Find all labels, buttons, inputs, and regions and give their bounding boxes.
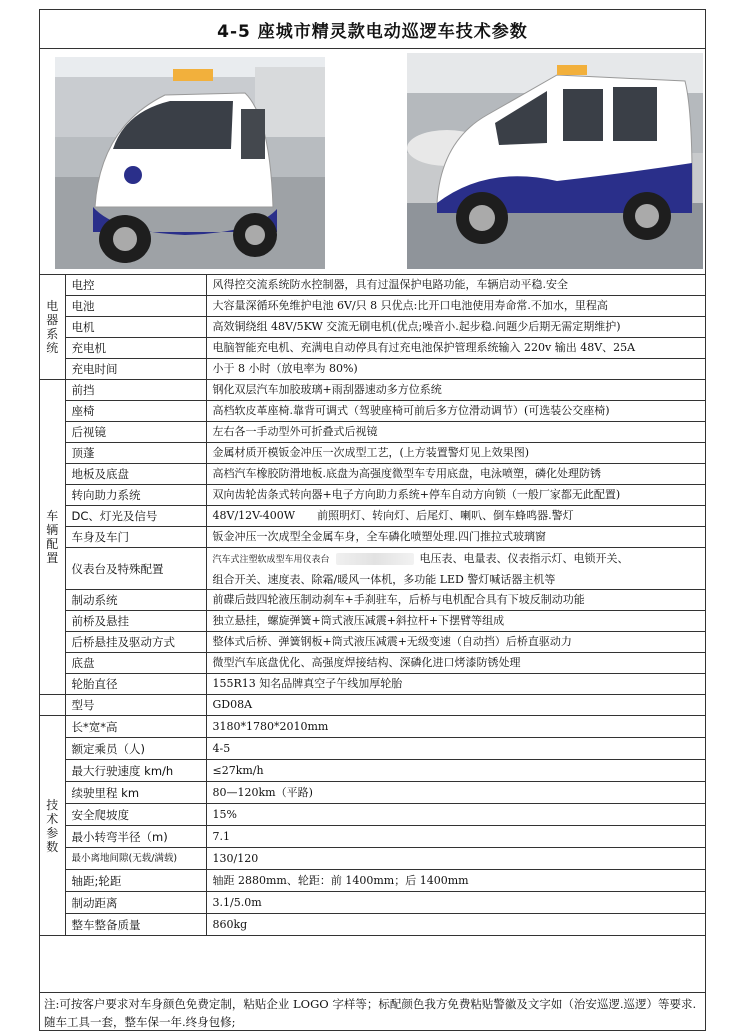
spec-label: 电池 <box>65 296 206 317</box>
spec-value: 7.1 <box>206 826 705 848</box>
spec-label: 仪表台及特殊配置 <box>65 548 206 590</box>
spec-label: 长*宽*高 <box>65 716 206 738</box>
group-label: 车辆配置 <box>40 380 65 695</box>
spec-sheet <box>39 9 706 1031</box>
spec-value: 钢化双层汽车加胶玻璃+雨刮器速动多方位系统 <box>206 380 705 401</box>
spec-value: 前碟后鼓四轮液压制动刹车+手刹驻车，后桥与电机配合具有下坡反制动功能 <box>206 590 705 611</box>
spec-value: 4-5 <box>206 738 705 760</box>
spec-row <box>40 443 705 464</box>
spec-label: 地板及底盘 <box>65 464 206 485</box>
spec-value: 独立悬挂，螺旋弹簧+筒式液压减震+斜拉杆+下摆臂等组成 <box>206 611 705 632</box>
spec-row <box>40 826 705 848</box>
spec-label: 前挡 <box>65 380 206 401</box>
spec-row <box>40 738 705 760</box>
spec-value: 整体式后桥、弹簧钢板+筒式液压减震+无级变速（自动挡）后桥直驱动力 <box>206 632 705 653</box>
spec-value: 80—120km（平路) <box>206 782 705 804</box>
spec-row <box>40 870 705 892</box>
spec-label: 电控 <box>65 275 206 296</box>
spec-value: GD08A <box>206 695 705 716</box>
spec-row <box>40 527 705 548</box>
spec-value: 130/120 <box>206 848 705 870</box>
spec-row <box>40 401 705 422</box>
spec-value: 高档软皮革座椅.靠背可调式（驾驶座椅可前后多方位滑动调节）(可选装公交座椅) <box>206 401 705 422</box>
spec-value: 大容量深循环免维护电池 6V/只 8 只优点:比开口电池使用寿命常.不加水，里程高 <box>206 296 705 317</box>
group-label: 技术参数 <box>40 716 65 936</box>
spec-row <box>40 275 705 296</box>
spec-row <box>40 653 705 674</box>
spec-row <box>40 485 705 506</box>
spec-label: 转向助力系统 <box>65 485 206 506</box>
spec-value: 小于 8 小时（放电率为 80%) <box>206 359 705 380</box>
spec-label: 前桥及悬挂 <box>65 611 206 632</box>
spec-label: 电机 <box>65 317 206 338</box>
spec-table <box>40 275 706 936</box>
spec-row <box>40 914 705 936</box>
spec-label: DC、灯光及信号 <box>65 506 206 527</box>
spec-row <box>40 804 705 826</box>
spec-value: 钣金冲压一次成型全金属车身，全车磷化喷塑处理.四门推拉式玻璃窗 <box>206 527 705 548</box>
spec-label: 底盘 <box>65 653 206 674</box>
spec-label: 轮胎直径 <box>65 674 206 695</box>
spec-label: 车身及车门 <box>65 527 206 548</box>
spec-label: 制动距离 <box>65 892 206 914</box>
spec-label: 座椅 <box>65 401 206 422</box>
spec-value: 微型汽车底盘优化、高强度焊接结构、深磷化进口烤漆防锈处理 <box>206 653 705 674</box>
spec-row <box>40 506 705 527</box>
spec-label: 轴距;轮距 <box>65 870 206 892</box>
spec-row-model <box>40 695 705 716</box>
spec-value: 3180*1780*2010mm <box>206 716 705 738</box>
spec-value: 左右各一手动型外可折叠式后视镜 <box>206 422 705 443</box>
spec-value: 电脑智能充电机、充满电自动停具有过充电池保护管理系统输入 220v 输出 48V、25A <box>206 338 705 359</box>
spec-row <box>40 716 705 738</box>
spec-label: 型号 <box>65 695 206 716</box>
spec-row <box>40 590 705 611</box>
spec-label: 最大行驶速度 km/h <box>65 760 206 782</box>
spec-value: 轴距 2880mm、轮距：前 1400mm；后 1400mm <box>206 870 705 892</box>
spec-row <box>40 380 705 401</box>
vehicle-photo-side-view <box>407 53 703 269</box>
spec-value: 48V/12V-400W 前照明灯、转向灯、后尾灯、喇叭、倒车蜂鸣器.警灯 <box>206 506 705 527</box>
spec-row <box>40 338 705 359</box>
spec-label: 最小转弯半径（m) <box>65 826 206 848</box>
spec-label: 续驶里程 km <box>65 782 206 804</box>
spec-row <box>40 611 705 632</box>
spec-label: 充电时间 <box>65 359 206 380</box>
spec-label: 额定乘员（人) <box>65 738 206 760</box>
spec-value: 高效铜绕组 48V/5KW 交流无刷电机(优点;噪音小.起步稳.问题少后期无需定期维护) <box>206 317 705 338</box>
spec-label: 顶蓬 <box>65 443 206 464</box>
spec-row <box>40 317 705 338</box>
spec-value: 高档汽车橡胶防滑地板.底盘为高强度微型车专用底盘，电泳喷塑，磷化处理防锈 <box>206 464 705 485</box>
spec-row <box>40 782 705 804</box>
spec-label: 整车整备质量 <box>65 914 206 936</box>
spec-value: 风得控交流系统防水控制器，具有过温保护电路功能，车辆启动平稳.安全 <box>206 275 705 296</box>
spec-row <box>40 674 705 695</box>
spec-row <box>40 422 705 443</box>
spec-row <box>40 848 705 870</box>
spec-value: 860kg <box>206 914 705 936</box>
vehicle-photos <box>40 49 705 275</box>
spec-value: 3.1/5.0m <box>206 892 705 914</box>
spec-row <box>40 760 705 782</box>
spec-value: 金属材质开模钣金冲压一次成型工艺，(上方装置警灯见上效果图) <box>206 443 705 464</box>
spec-row <box>40 359 705 380</box>
spec-label: 充电机 <box>65 338 206 359</box>
spec-value: 双向齿轮齿条式转向器+电子方向助力系统+停车自动方向锁（一般厂家都无此配置) <box>206 485 705 506</box>
spec-label: 安全爬坡度 <box>65 804 206 826</box>
spec-label: 后视镜 <box>65 422 206 443</box>
spec-label: 后桥悬挂及驱动方式 <box>65 632 206 653</box>
spec-row <box>40 296 705 317</box>
spec-value: 15% <box>206 804 705 826</box>
vehicle-photo-front-view <box>55 57 325 269</box>
page-title: 4-5 座城市精灵款电动巡逻车技术参数 <box>40 10 705 49</box>
spec-label: 最小离地间隙(无载/满载) <box>65 848 206 870</box>
spec-row <box>40 464 705 485</box>
spec-label: 制动系统 <box>65 590 206 611</box>
redacted-text <box>336 553 414 565</box>
spec-value: ≤27km/h <box>206 760 705 782</box>
spec-row <box>40 892 705 914</box>
spec-row <box>40 632 705 653</box>
group-label: 电器系统 <box>40 275 65 380</box>
spec-value: 155R13 知名品牌真空子午线加厚轮胎 <box>206 674 705 695</box>
footnote: 注:可按客户要求对车身颜色免费定制，粘贴企业 LOGO 字样等；标配颜色我方免费粘贴警徽及文字如（治安巡逻.巡逻）等要求.随车工具一套，整车保一年.终身包修; <box>40 992 705 1030</box>
spec-value: 汽车式注塑软成型车用仪表台 电压表、电量表、仪表指示灯、电锁开关、 组合开关、速度表、除霜/暖风一体机，多功能 LED 警灯喊话器主机等 <box>206 548 705 590</box>
spec-row <box>40 548 705 590</box>
